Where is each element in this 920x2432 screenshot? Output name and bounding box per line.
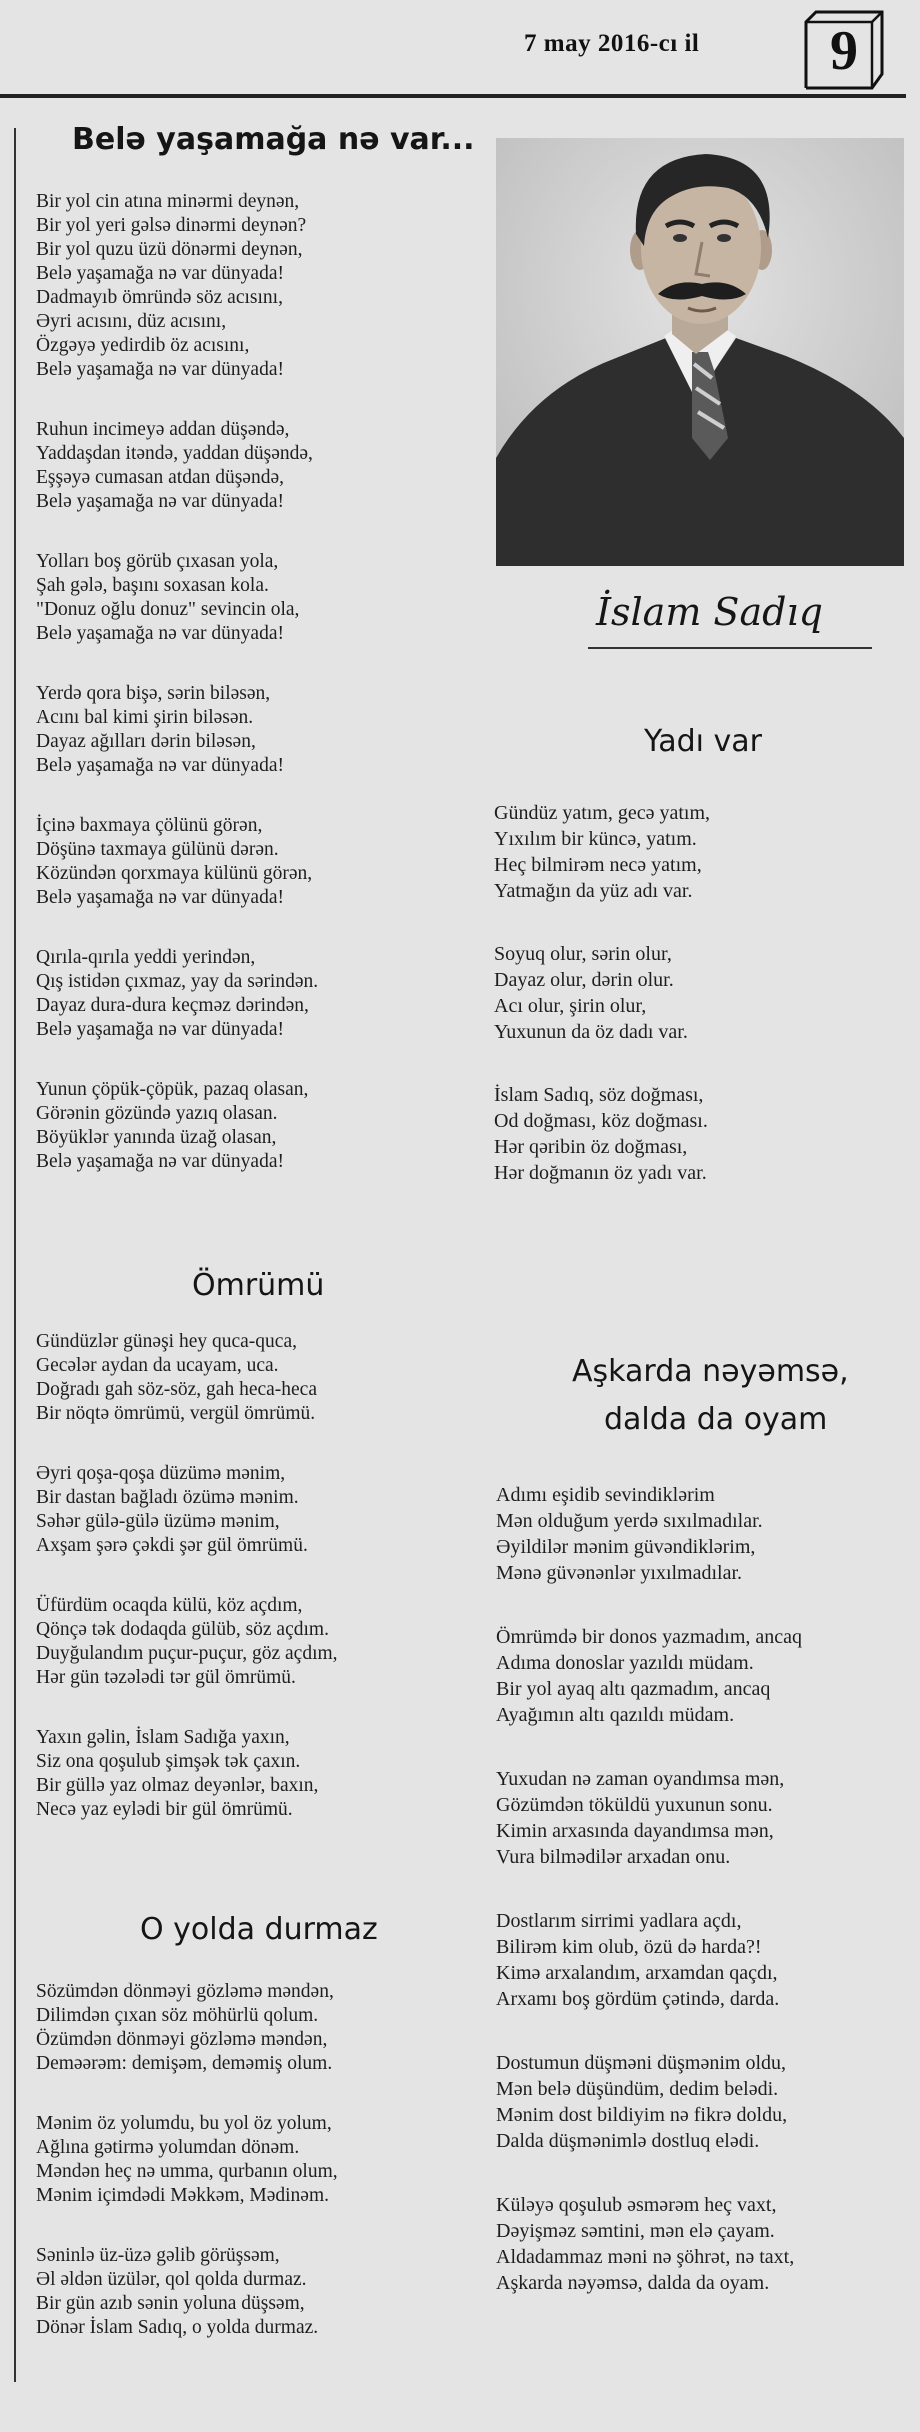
- poem-line: Gecələr aydan da ucayam, uca.: [36, 1355, 279, 1376]
- poem-line: Gündüz yatım, gecə yatım,: [494, 802, 711, 824]
- poem-line: Əyri acısını, düz acısını,: [36, 311, 227, 332]
- header-rule: [0, 94, 906, 98]
- poem-line: Belə yaşamağa nə var dünyada!: [36, 887, 284, 908]
- poem-title-yadi-var: Yadı var: [644, 724, 762, 759]
- signature-underline: [588, 647, 872, 649]
- stanza: [36, 550, 318, 646]
- stanza: [36, 1330, 338, 1426]
- poem-line: Yaddaşdan itəndə, yaddan düşəndə,: [36, 443, 313, 464]
- poem-line: Bilirəm kim olub, özü də harda?!: [496, 1936, 762, 1958]
- poem-line: Dostlarım sirrimi yadlara açdı,: [496, 1910, 742, 1932]
- poem-title-bele-yasamaga: Belə yaşamağa nə var...: [72, 122, 475, 157]
- poem-line: Acı olur, şirin olur,: [494, 995, 647, 1017]
- poem-line: Əyri qoşa-qoşa düzümə mənim,: [36, 1463, 286, 1484]
- poem-title-askarda-line2: dalda da oyam: [604, 1402, 828, 1437]
- stanza: [494, 1082, 710, 1186]
- poem-line: Yatmağın da yüz adı var.: [494, 880, 693, 902]
- poem-line: Belə yaşamağa nə var dünyada!: [36, 755, 284, 776]
- poem-line: Adıma donoslar yazıldı müdam.: [496, 1652, 754, 1674]
- poem-line: Əl əldən üzülər, qol qolda durmaz.: [36, 2269, 307, 2290]
- stanza: [36, 946, 318, 1042]
- poem-line: Böyüklər yanında üzağ olasan,: [36, 1127, 277, 1148]
- poem-line: Səninlə üz-üzə gəlib görüşsəm,: [36, 2245, 280, 2266]
- poem-line: Bir dastan bağladı özümə mənim.: [36, 1487, 299, 1508]
- issue-date: 7 may 2016-cı il: [524, 30, 700, 57]
- stanza: [36, 418, 318, 514]
- stanza: [36, 2244, 338, 2340]
- poem-line: Hər qəribin öz doğması,: [494, 1136, 688, 1158]
- poem-askarda-neyemse: [496, 1482, 802, 2334]
- poem-line: Axşam şərə çəkdi şər gül ömrümü.: [36, 1535, 308, 1556]
- poem-line: Arxamı boş gördüm çətində, darda.: [496, 1988, 780, 2010]
- stanza: [36, 1980, 338, 2076]
- poem-line: Bir güllə yaz olmaz deyənlər, baxın,: [36, 1775, 319, 1796]
- poem-line: Ağlına gətirmə yolumdan dönəm.: [36, 2137, 300, 2158]
- stanza: [494, 800, 710, 904]
- poem-line: Doğradı gah söz-söz, gah heca-heca: [36, 1379, 317, 1400]
- poem-line: Belə yaşamağa nə var dünyada!: [36, 491, 284, 512]
- poem-line: Aşkarda nəyəmsə, dalda da oyam.: [496, 2272, 770, 2294]
- poem-line: Gözümdən töküldü yuxunun sonu.: [496, 1794, 773, 1816]
- poem-line: Aldadammaz məni nə şöhrət, nə taxt,: [496, 2246, 795, 2268]
- stanza: [496, 2192, 802, 2296]
- poem-line: Şah gələ, başını soxasan kola.: [36, 575, 269, 596]
- poem-line: Soyuq olur, sərin olur,: [494, 943, 672, 965]
- poem-title-omrumu: Ömrümü: [192, 1268, 325, 1303]
- poem-line: Kimə arxalandım, arxamdan qaçdı,: [496, 1962, 778, 1984]
- stanza: [496, 1766, 802, 1870]
- poem-line: Bir yol ayaq altı qazmadım, ancaq: [496, 1678, 771, 1700]
- poem-yadi-var: [494, 800, 710, 1223]
- poem-line: Mən olduğum yerdə sıxılmadılar.: [496, 1510, 763, 1532]
- poem-line: Dayaz olur, dərin olur.: [494, 969, 674, 991]
- poem-line: İslam Sadıq, söz doğması,: [494, 1084, 704, 1106]
- poem-line: Belə yaşamağa nə var dünyada!: [36, 1151, 284, 1172]
- poem-line: Belə yaşamağa nə var dünyada!: [36, 359, 284, 380]
- poem-line: Özgəyə yedirdib öz acısını,: [36, 335, 250, 356]
- poem-line: Qış istidən çıxmaz, yay da sərindən.: [36, 971, 319, 992]
- poem-line: Necə yaz eylədi bir gül ömrümü.: [36, 1799, 293, 1820]
- poem-line: Bir nöqtə ömrümü, vergül ömrümü.: [36, 1403, 316, 1424]
- stanza: [496, 1908, 802, 2012]
- poem-line: Bir yol quzu üzü dönərmi deynən,: [36, 239, 303, 260]
- poem-o-yolda-durmaz: [36, 1980, 338, 2376]
- poem-line: Yerdə qora bişə, sərin biləsən,: [36, 683, 271, 704]
- column-rule: [14, 128, 16, 2382]
- poem-line: Qırıla-qırıla yeddi yerindən,: [36, 947, 256, 968]
- poem-line: Dönər İslam Sadıq, o yolda durmaz.: [36, 2317, 319, 2338]
- poem-title-o-yolda-durmaz: O yolda durmaz: [140, 1912, 378, 1947]
- poem-line: Gündüzlər günəşi hey quca-quca,: [36, 1331, 297, 1352]
- poem-line: Dayaz dura-dura keçməz dərindən,: [36, 995, 309, 1016]
- stanza: [36, 190, 318, 382]
- poem-line: Dadmayıb ömründə söz acısını,: [36, 287, 283, 308]
- poem-line: Hər doğmanın öz yadı var.: [494, 1162, 707, 1184]
- poem-line: Adımı eşidib sevindiklərim: [496, 1484, 715, 1506]
- poem-line: Ömrümdə bir donos yazmadım, ancaq: [496, 1626, 803, 1648]
- page-number-box: [798, 8, 886, 90]
- poem-bele-yasamaga: [36, 190, 318, 1210]
- poem-line: Mənə güvənənlər yıxılmadılar.: [496, 1562, 743, 1584]
- poem-line: Məndən heç nə umma, qurbanın olum,: [36, 2161, 338, 2182]
- poem-line: Mənim dost bildiyim nə fikrə doldu,: [496, 2104, 788, 2126]
- poem-line: Bir yol cin atına minərmi deynən,: [36, 191, 300, 212]
- poem-line: Döşünə taxmaya gülünü dərən.: [36, 839, 279, 860]
- poem-line: Mənim öz yolumdu, bu yol öz yolum,: [36, 2113, 332, 2134]
- poem-line: Dəyişməz səmtini, mən elə çayam.: [496, 2220, 775, 2242]
- poem-line: Sözümdən dönməyi gözləmə məndən,: [36, 1981, 334, 2002]
- poem-line: Görənin gözündə yazıq olasan.: [36, 1103, 278, 1124]
- poem-line: Əyildilər mənim güvəndiklərim,: [496, 1536, 756, 1558]
- poem-line: Kimin arxasında dayandımsa mən,: [496, 1820, 774, 1842]
- poem-line: Küləyə qoşulub əsmərəm heç vaxt,: [496, 2194, 777, 2216]
- poem-line: Deməərəm: demişəm, deməmiş olum.: [36, 2053, 333, 2074]
- poem-line: Siz ona qoşulub şimşək tək çaxın.: [36, 1751, 301, 1772]
- poem-line: Duyğulandım puçur-puçur, göz açdım,: [36, 1643, 338, 1664]
- poem-line: Mənim içimdədi Məkkəm, Mədinəm.: [36, 2185, 329, 2206]
- stanza: [36, 1462, 338, 1558]
- stanza: [36, 1726, 338, 1822]
- poem-line: Acını bal kimi şirin biləsən.: [36, 707, 254, 728]
- poem-line: Yolları boş görüb çıxasan yola,: [36, 551, 279, 572]
- poem-line: Vura bilmədilər arxadan onu.: [496, 1846, 731, 1868]
- poem-line: Yuxudan nə zaman oyandımsa mən,: [496, 1768, 785, 1790]
- poem-line: Qönçə tək dodaqda gülüb, söz açdım.: [36, 1619, 329, 1640]
- stanza: [36, 1594, 338, 1690]
- poem-line: Belə yaşamağa nə var dünyada!: [36, 1019, 284, 1040]
- poem-line: Bir gün azıb sənin yoluna düşsəm,: [36, 2293, 305, 2314]
- poem-line: Belə yaşamağa nə var dünyada!: [36, 623, 284, 644]
- page-number: 9: [830, 20, 858, 82]
- stanza: [36, 814, 318, 910]
- poem-line: Eşşəyə cumasan atdan düşəndə,: [36, 467, 284, 488]
- stanza: [36, 2112, 338, 2208]
- poem-line: "Donuz oğlu donuz" sevincin ola,: [36, 599, 300, 620]
- poem-line: Belə yaşamağa nə var dünyada!: [36, 263, 284, 284]
- poem-line: Od doğması, köz doğması.: [494, 1110, 708, 1132]
- poem-line: Dalda düşmənimlə dostluq elədi.: [496, 2130, 760, 2152]
- stanza: [496, 2050, 802, 2154]
- poem-line: Mən belə düşündüm, dedim belədi.: [496, 2078, 779, 2100]
- poem-line: Ayağımın altı qazıldı müdam.: [496, 1704, 735, 1726]
- poem-line: Yuxunun da öz dadı var.: [494, 1021, 688, 1043]
- stanza: [496, 1482, 802, 1586]
- poem-omrumu: [36, 1330, 338, 1858]
- author-photo: [496, 138, 904, 566]
- poem-line: Səhər gülə-gülə üzümə mənim,: [36, 1511, 280, 1532]
- poem-title-askarda-line1: Aşkarda nəyəmsə,: [572, 1354, 849, 1389]
- poem-line: Heç bilmirəm necə yatım,: [494, 854, 702, 876]
- poem-line: Közündən qorxmaya külünü görən,: [36, 863, 313, 884]
- poem-line: Bir yol yeri gəlsə dinərmi deynən?: [36, 215, 307, 236]
- poem-line: Dilimdən çıxan söz möhürlü qolum.: [36, 2005, 319, 2026]
- poem-line: Yaxın gəlin, İslam Sadığa yaxın,: [36, 1727, 290, 1748]
- stanza: [496, 1624, 802, 1728]
- stanza: [494, 941, 710, 1045]
- author-signature: İslam Sadıq: [596, 590, 823, 634]
- stanza: [36, 682, 318, 778]
- poem-line: Dostumun düşməni düşmənim oldu,: [496, 2052, 786, 2074]
- poem-line: Üfürdüm ocaqda külü, köz açdım,: [36, 1595, 303, 1616]
- poem-line: Yıxılım bir küncə, yatım.: [494, 828, 697, 850]
- poem-line: Özümdən dönməyi gözləmə məndən,: [36, 2029, 328, 2050]
- portrait-image: [496, 138, 904, 566]
- stanza: [36, 1078, 318, 1174]
- poem-line: Dayaz ağılları dərin biləsən,: [36, 731, 256, 752]
- poem-line: Ruhun incimeyə addan düşəndə,: [36, 419, 290, 440]
- poem-line: Hər gün təzələdi tər gül ömrümü.: [36, 1667, 296, 1688]
- poem-line: Yunun çöpük-çöpük, pazaq olasan,: [36, 1079, 309, 1100]
- poem-line: İçinə baxmaya çölünü görən,: [36, 815, 263, 836]
